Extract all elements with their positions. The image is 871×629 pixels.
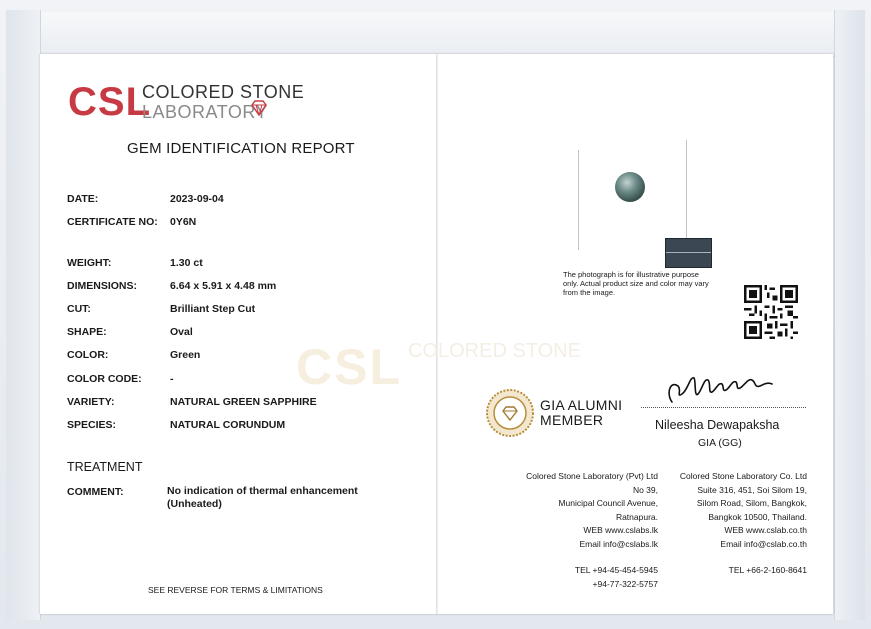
photo-disclaimer: The photograph is for illustrative purpose only. Actual product size and color may vary from the image. xyxy=(563,270,709,297)
email-link[interactable]: Email info@cslabs.lk xyxy=(579,538,658,549)
comment-label: COMMENT: xyxy=(67,486,124,498)
signatory-name: Nileesha Dewapaksha xyxy=(655,418,780,432)
certificate-no-label: CERTIFICATE NO: xyxy=(67,216,158,228)
address-line: Bangkok 10500, Thailand. xyxy=(708,511,807,522)
scale-bar xyxy=(665,238,712,268)
address-sri-lanka xyxy=(526,470,658,551)
address-line: Municipal Council Avenue, xyxy=(558,498,658,508)
comment-line1: No indication of thermal enhancement xyxy=(167,485,358,497)
web-link[interactable]: WEB www.cslabs.lk xyxy=(583,525,658,535)
treatment-heading: TREATMENT xyxy=(67,460,143,474)
comment-line2: (Unheated) xyxy=(167,498,222,510)
logo-line2: LABORATORY xyxy=(142,102,269,122)
certificate-no-value: 0Y6N xyxy=(170,216,197,228)
shape-label: SHAPE: xyxy=(67,326,107,338)
qr-code-icon[interactable] xyxy=(744,285,798,339)
comment-value xyxy=(167,485,407,511)
phone-sri-lanka xyxy=(575,564,658,591)
address-line: No 39, xyxy=(632,484,658,495)
email-link[interactable]: Email info@cslab.co.th xyxy=(720,538,807,549)
address-line: Suite 316, 451, Soi Silom 19, xyxy=(697,484,807,495)
phone-line: TEL +66-2-160-8641 xyxy=(728,565,807,575)
variety-label: VARIETY: xyxy=(67,396,115,408)
address-line: Colored Stone Laboratory (Pvt) Ltd xyxy=(526,471,658,481)
gia-alumni-text: GIA ALUMNI xyxy=(540,397,623,413)
color-value: Green xyxy=(170,349,201,361)
photo-guide-line xyxy=(578,150,579,250)
phone-thailand xyxy=(729,564,807,578)
terms-note: SEE REVERSE FOR TERMS & LIMITATIONS xyxy=(148,585,323,595)
sleeve-right-edge xyxy=(834,10,865,620)
address-line: Ratnapura. xyxy=(615,511,658,522)
weight-value: 1.30 ct xyxy=(170,257,203,269)
address-line: Silom Road, Silom, Bangkok, xyxy=(696,498,807,508)
gemstone-photo xyxy=(615,172,645,202)
diamond-icon xyxy=(250,100,268,116)
watermark-text: COLORED STONE xyxy=(408,340,581,362)
cut-value: Brilliant Step Cut xyxy=(170,303,256,315)
sleeve-left-edge xyxy=(6,10,41,620)
dimensions-label: DIMENSIONS: xyxy=(67,280,138,292)
center-fold xyxy=(436,54,438,614)
species-label: SPECIES: xyxy=(67,419,117,431)
report-title: GEM IDENTIFICATION REPORT xyxy=(127,140,355,157)
phone-line: TEL +94-45-454-5945 xyxy=(574,565,658,575)
signature-icon xyxy=(664,364,774,410)
gia-seal-icon xyxy=(486,389,534,437)
species-value: NATURAL CORUNDUM xyxy=(170,419,286,431)
weight-label: WEIGHT: xyxy=(67,257,112,269)
watermark-logo: CSL xyxy=(296,339,402,395)
signatory-title: GIA (GG) xyxy=(698,437,742,449)
date-value: 2023-09-04 xyxy=(170,193,224,205)
phone-line: +94-77-322-5757 xyxy=(592,578,658,589)
dimensions-value: 6.64 x 5.91 x 4.48 mm xyxy=(170,280,277,292)
address-thailand xyxy=(680,470,807,551)
variety-value: NATURAL GREEN SAPPHIRE xyxy=(170,396,317,408)
cut-label: CUT: xyxy=(67,303,91,315)
logo-line1: COLORED STONE xyxy=(142,82,305,102)
address-line: Colored Stone Laboratory Co. Ltd xyxy=(679,471,807,481)
date-label: DATE: xyxy=(67,193,99,205)
color-code-value: - xyxy=(170,373,174,385)
gia-member-text: MEMBER xyxy=(540,412,604,428)
color-code-label: COLOR CODE: xyxy=(67,373,142,385)
logo-short: CSL xyxy=(68,80,151,124)
web-link[interactable]: WEB www.cslab.co.th xyxy=(724,525,807,535)
sleeve-top-flap xyxy=(40,12,840,57)
shape-value: Oval xyxy=(170,326,193,338)
color-label: COLOR: xyxy=(67,349,109,361)
photo-guide-line xyxy=(686,140,687,250)
signature-line xyxy=(641,407,806,408)
